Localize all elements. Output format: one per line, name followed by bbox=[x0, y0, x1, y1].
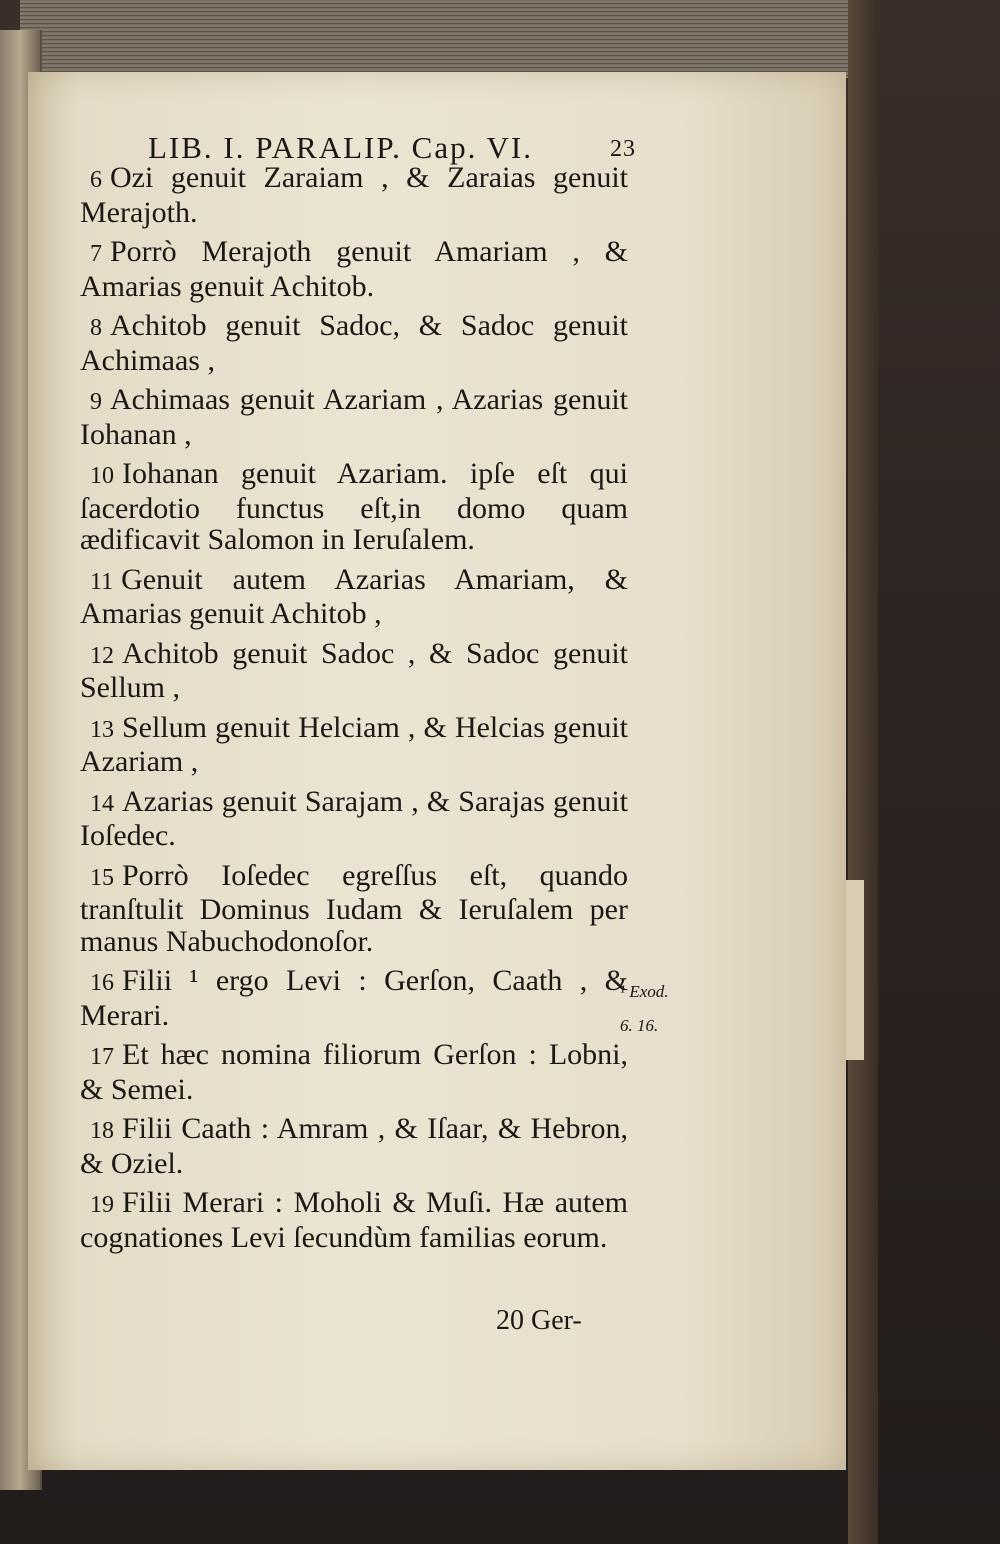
verse-number: 13 bbox=[90, 716, 114, 743]
marginal-reference-verse: 6. 16. bbox=[620, 1016, 659, 1035]
verse-13 bbox=[80, 712, 628, 778]
page-number: 23 bbox=[610, 136, 636, 162]
verse-number: 14 bbox=[90, 790, 114, 817]
verse-list bbox=[80, 162, 628, 1261]
verse-number: 12 bbox=[90, 642, 114, 669]
marginal-reference-book: ¹ Exod. bbox=[620, 982, 669, 1001]
verse-text: Ozi genuit Zaraiam , & Zaraias genuit Merajoth. bbox=[80, 161, 628, 229]
verse-number: 11 bbox=[90, 568, 114, 595]
verse-text: Filii Caath : Amram , & Iſaar, & Hebron, & Oziel. bbox=[80, 1112, 628, 1180]
verse-16 bbox=[80, 965, 628, 1031]
verse-9 bbox=[80, 384, 628, 450]
verse-number: 17 bbox=[90, 1044, 114, 1070]
verse-text: Achitob genuit Sadoc, & Sadoc genuit Achimaas , bbox=[80, 309, 628, 377]
verse-7 bbox=[80, 236, 628, 302]
verse-11 bbox=[80, 564, 628, 630]
verse-6 bbox=[80, 162, 628, 228]
verse-number: 7 bbox=[90, 241, 102, 267]
verse-text: Et hæc nomina filiorum Gerſon : Lobni, & Semei. bbox=[80, 1038, 628, 1106]
verse-number: 18 bbox=[90, 1118, 114, 1144]
catchword: 20 Ger- bbox=[496, 1305, 582, 1336]
marginal-reference bbox=[620, 975, 700, 1043]
verse-text: Porrò Merajoth genuit Amariam , & Amarias genuit Achitob. bbox=[80, 235, 628, 303]
verse-15 bbox=[80, 860, 628, 958]
verse-number: 10 bbox=[90, 463, 114, 489]
verse-number: 16 bbox=[90, 970, 114, 996]
verse-14 bbox=[80, 786, 628, 852]
verse-17 bbox=[80, 1039, 628, 1105]
verse-number: 19 bbox=[90, 1192, 114, 1218]
book-right-edge bbox=[848, 0, 878, 1544]
running-title: LIB. I. PARALIP. Cap. VI. bbox=[148, 130, 534, 165]
verse-10 bbox=[80, 458, 628, 556]
verse-number: 9 bbox=[90, 389, 102, 415]
verse-text: Achitob genuit Sadoc , & Sadoc genuit Sellum , bbox=[80, 636, 628, 704]
verse-18 bbox=[80, 1113, 628, 1179]
verse-text: Achimaas genuit Azariam , Azarias genuit Iohanan , bbox=[80, 383, 628, 451]
verse-text: Filii ¹ ergo Levi : Gerſon, Caath , & Merari. bbox=[80, 964, 628, 1032]
verse-text: Porrò Ioſedec egreſſus eſt, quando tranſtulit Dominus Iudam & Ieruſalem per manus Nabuchodonoſor. bbox=[80, 858, 628, 958]
verse-text: Sellum genuit Helciam , & Helcias genuit Azariam , bbox=[80, 710, 628, 778]
verse-12 bbox=[80, 638, 628, 704]
verse-8 bbox=[80, 310, 628, 376]
verse-number: 6 bbox=[90, 167, 102, 193]
verse-text: Iohanan genuit Azariam. ipſe eſt qui ſacerdotio functus eſt,in domo quam ædificavit Salomon in Ieruſalem. bbox=[80, 457, 628, 556]
verse-text: Azarias genuit Sarajam , & Sarajas genuit Ioſedec. bbox=[80, 784, 628, 852]
verse-number: 8 bbox=[90, 315, 102, 341]
book-top-edge bbox=[20, 0, 860, 81]
verse-text: Genuit autem Azarias Amariam, & Amarias genuit Achitob , bbox=[80, 562, 628, 630]
verse-text: Filii Merari : Moholi & Muſi. Hæ autem cognationes Levi ſecundùm familias eorum. bbox=[80, 1186, 628, 1254]
verse-number: 15 bbox=[90, 864, 114, 891]
verse-19 bbox=[80, 1187, 628, 1253]
